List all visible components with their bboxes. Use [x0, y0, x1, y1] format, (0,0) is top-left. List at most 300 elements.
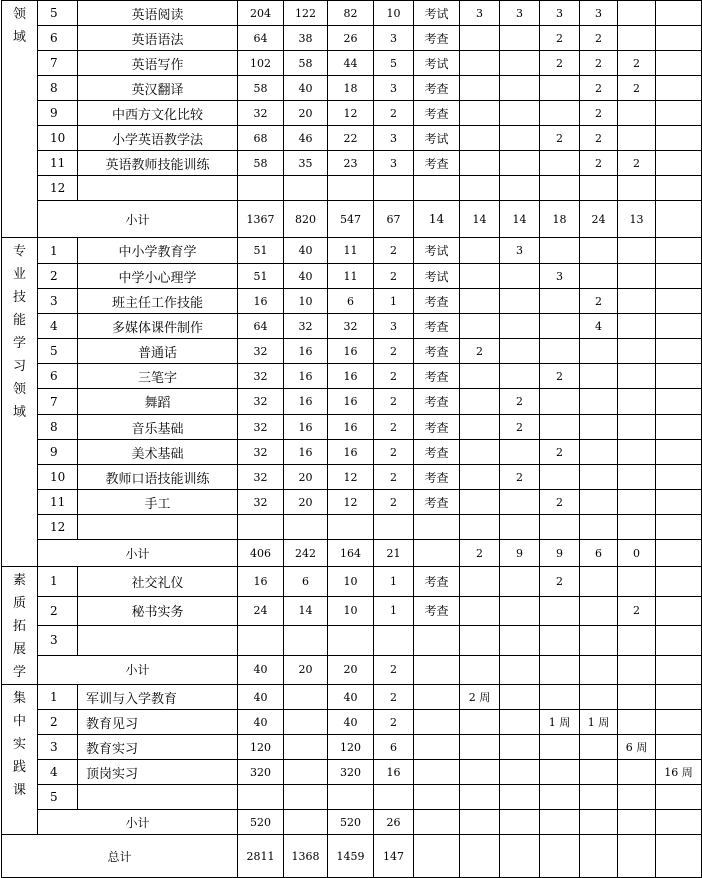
semester-t2	[500, 760, 540, 785]
exam-type	[414, 685, 460, 710]
semester-t4: 2	[580, 289, 618, 314]
semester-t3	[540, 515, 580, 540]
semester-t5	[618, 126, 656, 151]
course-seq: 1	[38, 238, 78, 264]
subtotal-row	[2, 540, 702, 567]
course-name: 秘书实务	[78, 596, 238, 626]
area-label: 集 中 实 践 课	[2, 685, 38, 835]
semester-t1	[460, 465, 500, 490]
semester-t2: 9	[500, 540, 540, 567]
semester-t1	[460, 515, 500, 540]
semester-t4	[580, 238, 618, 264]
hours-total: 58	[238, 76, 284, 101]
semester-t2	[500, 626, 540, 656]
semester-t5	[618, 26, 656, 51]
semester-t4	[580, 567, 618, 597]
course-seq: 7	[38, 389, 78, 415]
table-row	[2, 685, 702, 710]
hours-credit: 2	[374, 465, 414, 490]
semester-t4: 2	[580, 76, 618, 101]
exam-type	[414, 540, 460, 567]
hours-credit: 3	[374, 314, 414, 339]
semester-t5: 13	[618, 201, 656, 238]
hours-practice: 18	[328, 76, 374, 101]
course-seq: 3	[38, 735, 78, 760]
semester-t6	[656, 685, 702, 710]
semester-t4: 3	[580, 1, 618, 26]
hours-theory	[284, 735, 328, 760]
hours-theory: 20	[284, 490, 328, 515]
semester-t2	[500, 735, 540, 760]
semester-t6	[656, 26, 702, 51]
hours-total	[238, 785, 284, 810]
hours-theory	[284, 710, 328, 735]
exam-type: 考查	[414, 289, 460, 314]
hours-credit	[374, 626, 414, 656]
exam-type	[414, 176, 460, 201]
semester-t5	[618, 710, 656, 735]
semester-t4	[580, 415, 618, 440]
hours-practice: 6	[328, 289, 374, 314]
hours-total	[238, 626, 284, 656]
exam-type: 考试	[414, 126, 460, 151]
hours-total: 64	[238, 26, 284, 51]
hours-credit: 2	[374, 364, 414, 389]
course-seq: 2	[38, 264, 78, 289]
semester-t6	[656, 626, 702, 656]
course-seq: 11	[38, 151, 78, 176]
semester-t6	[656, 101, 702, 126]
semester-t6	[656, 810, 702, 835]
semester-t1	[460, 655, 500, 685]
hours-total: 64	[238, 314, 284, 339]
course-name: 班主任工作技能	[78, 289, 238, 314]
hours-credit: 16	[374, 760, 414, 785]
hours-theory: 32	[284, 314, 328, 339]
course-seq: 10	[38, 126, 78, 151]
exam-type: 考查	[414, 76, 460, 101]
exam-type	[414, 835, 460, 878]
semester-t1	[460, 596, 500, 626]
semester-t4: 2	[580, 101, 618, 126]
semester-t5	[618, 655, 656, 685]
hours-credit: 3	[374, 151, 414, 176]
area-label: 专 业 技 能 学 习 领 域	[2, 238, 38, 567]
hours-theory	[284, 810, 328, 835]
course-name: 教育实习	[78, 735, 238, 760]
hours-credit: 1	[374, 289, 414, 314]
semester-t4	[580, 785, 618, 810]
course-seq: 8	[38, 415, 78, 440]
hours-total: 32	[238, 101, 284, 126]
hours-practice: 11	[328, 264, 374, 289]
semester-t6	[656, 389, 702, 415]
semester-t2	[500, 101, 540, 126]
exam-type: 考查	[414, 314, 460, 339]
semester-t3	[540, 465, 580, 490]
semester-t5	[618, 785, 656, 810]
hours-credit: 2	[374, 440, 414, 465]
semester-t3	[540, 735, 580, 760]
semester-t6	[656, 264, 702, 289]
semester-t2: 3	[500, 238, 540, 264]
table-row	[2, 515, 702, 540]
course-seq: 2	[38, 596, 78, 626]
semester-t5	[618, 314, 656, 339]
hours-theory	[284, 685, 328, 710]
exam-type: 考查	[414, 490, 460, 515]
semester-t2	[500, 364, 540, 389]
hours-credit: 2	[374, 389, 414, 415]
hours-practice	[328, 515, 374, 540]
semester-t6	[656, 490, 702, 515]
hours-practice: 16	[328, 389, 374, 415]
semester-t3: 2	[540, 26, 580, 51]
semester-t2	[500, 176, 540, 201]
hours-credit: 3	[374, 26, 414, 51]
course-seq: 5	[38, 785, 78, 810]
hours-theory	[284, 785, 328, 810]
hours-theory: 46	[284, 126, 328, 151]
table-row	[2, 76, 702, 101]
hours-credit: 1	[374, 596, 414, 626]
course-name: 多媒体课件制作	[78, 314, 238, 339]
hours-theory	[284, 515, 328, 540]
semester-t5: 2	[618, 596, 656, 626]
semester-t3: 2	[540, 51, 580, 76]
hours-practice: 11	[328, 238, 374, 264]
semester-t3	[540, 238, 580, 264]
course-seq: 11	[38, 490, 78, 515]
semester-t3	[540, 151, 580, 176]
hours-credit: 1	[374, 567, 414, 597]
hours-total: 32	[238, 465, 284, 490]
semester-t1	[460, 760, 500, 785]
hours-practice: 10	[328, 567, 374, 597]
hours-total: 68	[238, 126, 284, 151]
semester-t5	[618, 415, 656, 440]
hours-credit: 2	[374, 710, 414, 735]
course-seq: 9	[38, 440, 78, 465]
hours-practice: 22	[328, 126, 374, 151]
table-row	[2, 238, 702, 264]
hours-practice: 520	[328, 810, 374, 835]
semester-t5	[618, 339, 656, 364]
hours-total: 406	[238, 540, 284, 567]
hours-practice: 82	[328, 1, 374, 26]
hours-theory: 58	[284, 51, 328, 76]
course-seq: 2	[38, 710, 78, 735]
hours-practice: 10	[328, 596, 374, 626]
semester-t2	[500, 264, 540, 289]
course-name: 中学小心理学	[78, 264, 238, 289]
semester-t3: 3	[540, 1, 580, 26]
hours-total	[238, 515, 284, 540]
course-name	[78, 785, 238, 810]
exam-type	[414, 515, 460, 540]
exam-type: 考查	[414, 26, 460, 51]
semester-t2	[500, 314, 540, 339]
semester-t4: 2	[580, 26, 618, 51]
semester-t1	[460, 626, 500, 656]
course-name: 英语语法	[78, 26, 238, 51]
table-row	[2, 596, 702, 626]
subtotal-label: 小计	[38, 655, 238, 685]
course-seq: 1	[38, 685, 78, 710]
semester-t4	[580, 515, 618, 540]
course-name: 音乐基础	[78, 415, 238, 440]
hours-total: 24	[238, 596, 284, 626]
hours-theory	[284, 626, 328, 656]
semester-t5: 0	[618, 540, 656, 567]
hours-total: 204	[238, 1, 284, 26]
hours-credit: 5	[374, 51, 414, 76]
hours-practice: 12	[328, 490, 374, 515]
semester-t5	[618, 810, 656, 835]
semester-t1	[460, 289, 500, 314]
course-seq: 5	[38, 1, 78, 26]
semester-t4: 4	[580, 314, 618, 339]
semester-t4	[580, 490, 618, 515]
semester-t2: 2	[500, 389, 540, 415]
table-row	[2, 151, 702, 176]
semester-t1: 3	[460, 1, 500, 26]
hours-credit: 26	[374, 810, 414, 835]
semester-t3: 2	[540, 126, 580, 151]
hours-credit: 2	[374, 490, 414, 515]
semester-t1	[460, 314, 500, 339]
semester-t6	[656, 415, 702, 440]
hours-theory: 122	[284, 1, 328, 26]
semester-t1	[460, 810, 500, 835]
semester-t3	[540, 655, 580, 685]
semester-t6	[656, 735, 702, 760]
semester-t1	[460, 101, 500, 126]
hours-total: 1367	[238, 201, 284, 238]
course-name: 中西方文化比较	[78, 101, 238, 126]
exam-type: 考试	[414, 238, 460, 264]
hours-theory	[284, 760, 328, 785]
semester-t5	[618, 515, 656, 540]
hours-practice: 164	[328, 540, 374, 567]
hours-total: 520	[238, 810, 284, 835]
hours-total: 40	[238, 655, 284, 685]
semester-t6	[656, 710, 702, 735]
hours-practice: 12	[328, 465, 374, 490]
hours-practice: 120	[328, 735, 374, 760]
semester-t6	[656, 465, 702, 490]
semester-t2	[500, 151, 540, 176]
semester-t1	[460, 76, 500, 101]
exam-type	[414, 710, 460, 735]
semester-t6	[656, 76, 702, 101]
semester-t1: 2	[460, 540, 500, 567]
hours-theory: 820	[284, 201, 328, 238]
semester-t5	[618, 626, 656, 656]
semester-t2	[500, 126, 540, 151]
hours-total: 32	[238, 389, 284, 415]
table-row	[2, 289, 702, 314]
semester-t2	[500, 655, 540, 685]
semester-t2: 2	[500, 415, 540, 440]
hours-credit: 3	[374, 126, 414, 151]
semester-t3	[540, 389, 580, 415]
semester-t2	[500, 810, 540, 835]
course-plan-table	[1, 0, 702, 878]
semester-t6	[656, 785, 702, 810]
course-name: 顶岗实习	[78, 760, 238, 785]
course-seq: 8	[38, 76, 78, 101]
area-label: 素 质 拓 展 学	[2, 567, 38, 685]
table-row	[2, 465, 702, 490]
semester-t1	[460, 415, 500, 440]
exam-type: 考查	[414, 339, 460, 364]
hours-total: 51	[238, 264, 284, 289]
semester-t3	[540, 101, 580, 126]
hours-total: 120	[238, 735, 284, 760]
semester-t5: 2	[618, 51, 656, 76]
hours-total: 40	[238, 710, 284, 735]
course-name: 舞蹈	[78, 389, 238, 415]
semester-t6	[656, 201, 702, 238]
semester-t6	[656, 364, 702, 389]
semester-t5	[618, 176, 656, 201]
hours-theory: 10	[284, 289, 328, 314]
semester-t6	[656, 440, 702, 465]
semester-t3	[540, 760, 580, 785]
semester-t6	[656, 151, 702, 176]
semester-t3	[540, 289, 580, 314]
hours-credit: 10	[374, 1, 414, 26]
semester-t3: 2	[540, 364, 580, 389]
course-seq: 6	[38, 364, 78, 389]
course-name	[78, 515, 238, 540]
exam-type: 考试	[414, 264, 460, 289]
semester-t3	[540, 176, 580, 201]
course-seq: 12	[38, 515, 78, 540]
semester-t1: 2 周	[460, 685, 500, 710]
semester-t5	[618, 1, 656, 26]
semester-t2	[500, 785, 540, 810]
hours-theory: 40	[284, 264, 328, 289]
semester-t4	[580, 835, 618, 878]
table-row	[2, 440, 702, 465]
semester-t4	[580, 735, 618, 760]
hours-theory: 16	[284, 440, 328, 465]
hours-theory: 40	[284, 76, 328, 101]
exam-type: 考查	[414, 364, 460, 389]
hours-practice: 547	[328, 201, 374, 238]
semester-t5	[618, 760, 656, 785]
hours-practice: 16	[328, 364, 374, 389]
exam-type: 考试	[414, 1, 460, 26]
hours-credit: 2	[374, 101, 414, 126]
semester-t1: 2	[460, 339, 500, 364]
hours-credit	[374, 515, 414, 540]
hours-practice: 1459	[328, 835, 374, 878]
hours-practice: 26	[328, 26, 374, 51]
hours-credit: 2	[374, 685, 414, 710]
hours-total	[238, 176, 284, 201]
semester-t4	[580, 596, 618, 626]
table-row	[2, 1, 702, 26]
semester-t4	[580, 176, 618, 201]
hours-credit	[374, 785, 414, 810]
semester-t4	[580, 364, 618, 389]
semester-t6	[656, 540, 702, 567]
semester-t2: 3	[500, 1, 540, 26]
semester-t3	[540, 415, 580, 440]
hours-credit	[374, 176, 414, 201]
semester-t4: 24	[580, 201, 618, 238]
semester-t2	[500, 26, 540, 51]
course-name: 三笔字	[78, 364, 238, 389]
table-row	[2, 51, 702, 76]
table-row	[2, 101, 702, 126]
semester-t1	[460, 238, 500, 264]
hours-total: 16	[238, 567, 284, 597]
subtotal-label: 小计	[38, 540, 238, 567]
hours-total: 2811	[238, 835, 284, 878]
exam-type	[414, 810, 460, 835]
semester-t3	[540, 685, 580, 710]
grand-total-label: 总计	[2, 835, 238, 878]
semester-t4	[580, 626, 618, 656]
semester-t2	[500, 76, 540, 101]
semester-t4	[580, 264, 618, 289]
exam-type: 考查	[414, 440, 460, 465]
semester-t3: 9	[540, 540, 580, 567]
semester-t6	[656, 339, 702, 364]
semester-t5	[618, 264, 656, 289]
semester-t3	[540, 810, 580, 835]
course-name: 英语阅读	[78, 1, 238, 26]
exam-type: 考查	[414, 567, 460, 597]
table-row	[2, 126, 702, 151]
exam-type: 考查	[414, 101, 460, 126]
semester-t4	[580, 760, 618, 785]
semester-t6	[656, 126, 702, 151]
semester-t2	[500, 567, 540, 597]
course-name: 教育见习	[78, 710, 238, 735]
hours-credit: 2	[374, 655, 414, 685]
semester-t2	[500, 289, 540, 314]
hours-total: 58	[238, 151, 284, 176]
semester-t3	[540, 835, 580, 878]
hours-credit: 6	[374, 735, 414, 760]
semester-t4: 1 周	[580, 710, 618, 735]
hours-credit: 147	[374, 835, 414, 878]
hours-practice: 44	[328, 51, 374, 76]
exam-type: 考查	[414, 596, 460, 626]
hours-theory: 242	[284, 540, 328, 567]
course-name	[78, 626, 238, 656]
semester-t1	[460, 264, 500, 289]
exam-type	[414, 735, 460, 760]
course-name: 小学英语教学法	[78, 126, 238, 151]
subtotal-row	[2, 655, 702, 685]
exam-type: 考查	[414, 151, 460, 176]
semester-t6	[656, 51, 702, 76]
hours-total: 102	[238, 51, 284, 76]
semester-t5	[618, 685, 656, 710]
semester-t3	[540, 785, 580, 810]
course-seq: 4	[38, 314, 78, 339]
semester-t5	[618, 567, 656, 597]
table-row	[2, 389, 702, 415]
exam-type	[414, 785, 460, 810]
semester-t4	[580, 440, 618, 465]
